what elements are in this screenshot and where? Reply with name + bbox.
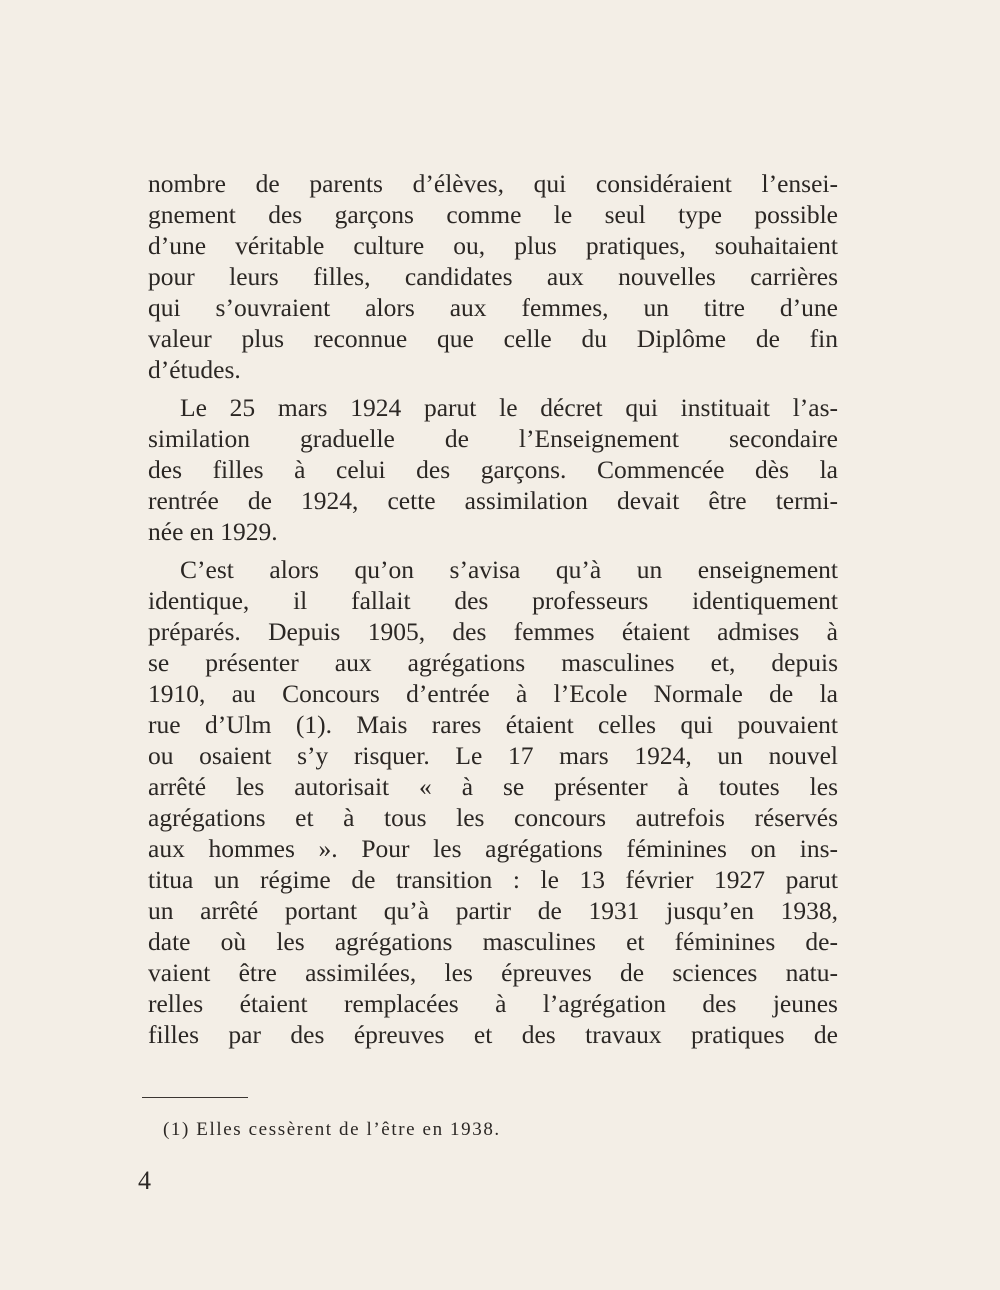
text-line: titua un régime de transition : le 13 février 1927 parut — [148, 865, 838, 894]
text-line: rue d’Ulm (1). Mais rares étaient celles qui pouvaient — [148, 710, 838, 739]
text-line: date où les agrégations masculines et féminines de- — [148, 927, 838, 956]
text-line: vaient être assimilées, les épreuves de sciences natu- — [148, 958, 838, 987]
text-line: 1910, au Concours d’entrée à l’Ecole Normale de la — [148, 679, 838, 708]
text-line: agrégations et à tous les concours autrefois réservés — [148, 803, 838, 832]
footnote-separator — [142, 1097, 248, 1098]
text-line: un arrêté portant qu’à partir de 1931 jusqu’en 1938, — [148, 896, 838, 925]
text-line: des filles à celui des garçons. Commencée dès la — [148, 455, 838, 484]
text-line: arrêté les autorisait « à se présenter à toutes les — [148, 772, 838, 801]
text-line: identique, il fallait des professeurs identiquement — [148, 586, 838, 615]
text-line: qui s’ouvraient alors aux femmes, un titre d’une — [148, 293, 838, 322]
text-line: née en 1929. — [148, 517, 278, 546]
text-line: se présenter aux agrégations masculines et, depuis — [148, 648, 838, 677]
text-line: filles par des épreuves et des travaux pratiques de — [148, 1020, 838, 1049]
paragraph-1 — [148, 168, 838, 385]
text-line: Le 25 mars 1924 parut le décret qui instituait l’as- — [180, 393, 838, 422]
text-line: C’est alors qu’on s’avisa qu’à un enseignement — [180, 555, 838, 584]
text-line: d’une véritable culture ou, plus pratiques, souhaitaient — [148, 231, 838, 260]
text-line: similation graduelle de l’Enseignement secondaire — [148, 424, 838, 453]
text-line: d’études. — [148, 355, 241, 384]
text-line: valeur plus reconnue que celle du Diplôme de fin — [148, 324, 838, 353]
body-text — [148, 168, 838, 1057]
text-line: préparés. Depuis 1905, des femmes étaient admises à — [148, 617, 838, 646]
text-line: aux hommes ». Pour les agrégations féminines on ins- — [148, 834, 838, 863]
page-number: 4 — [138, 1166, 151, 1195]
paragraph-3 — [148, 554, 838, 1050]
text-line: relles étaient remplacées à l’agrégation des jeunes — [148, 989, 838, 1018]
paragraph-2 — [148, 392, 838, 547]
text-line: gnement des garçons comme le seul type possible — [148, 200, 838, 229]
footnote: (1) Elles cessèrent de l’être en 1938. — [163, 1119, 501, 1140]
text-line: ou osaient s’y risquer. Le 17 mars 1924, un nouvel — [148, 741, 838, 770]
text-line: pour leurs filles, candidates aux nouvelles carrières — [148, 262, 838, 291]
text-line: nombre de parents d’élèves, qui considéraient l’ensei- — [148, 169, 838, 198]
text-line: rentrée de 1924, cette assimilation devait être termi- — [148, 486, 838, 515]
